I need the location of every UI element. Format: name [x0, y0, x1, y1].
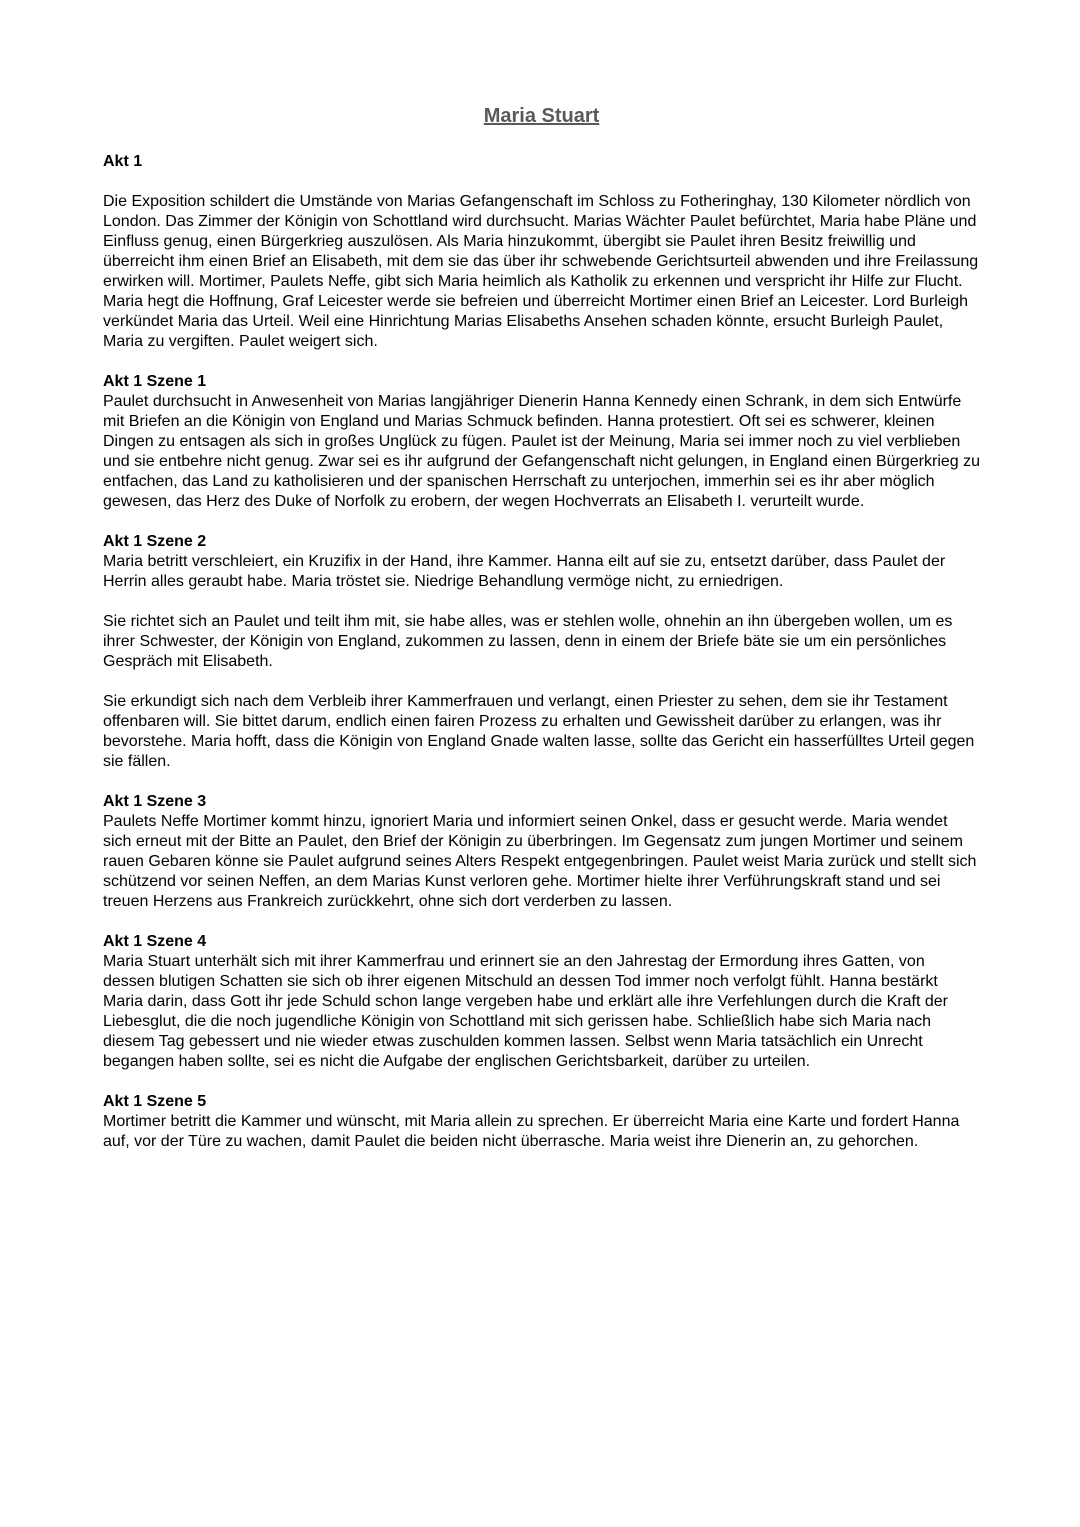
scene-2-paragraph: Maria betritt verschleiert, ein Kruzifix in der Hand, ihre Kammer. Hanna eilt auf sie zu, entsetzt darüber, dass Paulet der Herrin alles geraubt habe. Maria tröstet sie. Niedrige Behandlung vermöge nicht, zu erniedrigen.	[103, 553, 946, 590]
scene-2-section	[103, 532, 980, 772]
scene-1-section	[103, 372, 980, 512]
scene-5-heading: Akt 1 Szene 5	[103, 1093, 207, 1110]
scene-4-paragraph: Maria Stuart unterhält sich mit ihrer Kammerfrau und erinnert sie an den Jahrestag der Ermordung ihres Gatten, von dessen blutigen Schatten sie sich ob ihrer eigenen Mitschuld an dessen Tod immer noch verfolgt fühlt. Hanna bestärkt Maria darin, dass Gott ihr jede Schuld schon lange vergeben habe und erklärt alle ihre Verfehlungen durch die Kraft der Liebesglut, die die noch jugendliche Königin von Schottland mit sich gerissen habe. Schließlich habe sich Maria nach diesem Tag gebessert und nie wieder etwas zuschulden kommen lassen. Selbst wenn Maria tatsächlich ein Unrecht begangen haben sollte, sei es nicht die Aufgabe der englischen Gerichtsbarkeit, darüber zu urteilen.	[103, 953, 948, 1070]
scene-5-paragraph: Mortimer betritt die Kammer und wünscht, mit Maria allein zu sprechen. Er überreicht Maria eine Karte und fordert Hanna auf, vor der Türe zu wachen, damit Paulet die beiden nicht überrasche. Maria weist ihre Dienerin an, zu gehorchen.	[103, 1113, 960, 1150]
scene-4-section	[103, 932, 980, 1072]
scene-3-paragraph: Paulets Neffe Mortimer kommt hinzu, ignoriert Maria und informiert seinen Onkel, dass er gesucht werde. Maria wendet sich erneut mit der Bitte an Paulet, den Brief der Königin zu überbringen. Im Gegensatz zum jungen Mortimer und seinem rauen Gebaren könne sie Paulet aufgrund seines Alters Respekt entgegenbringen. Paulet weist Maria zurück und stellt sich schützend vor seinen Neffen, an dem Marias Kunst verloren gehe. Mortimer hielte ihrer Verführungskraft stand und sei treuen Herzens aus Frankreich zurückkehrt, ohne sich dort verderben zu lassen.	[103, 813, 977, 910]
act-summary: Die Exposition schildert die Umstände von Marias Gefangenschaft im Schloss zu Fotheringhay, 130 Kilometer nördlich von London. Das Zimmer der Königin von Schottland wird durchsucht. Marias Wächter Paulet befürchtet, Maria habe Pläne und Einfluss genug, einen Bürgerkrieg auszulösen. Als Maria hinzukommt, übergibt sie Paulet ihren Besitz freiwillig und überreicht ihm einen Brief an Elisabeth, mit dem sie das über ihr schwebende Gerichtsurteil abwenden und ihre Freilassung erwirken will. Mortimer, Paulets Neffe, gibt sich Maria heimlich als Katholik zu erkennen und verspricht ihr Hilfe zur Flucht. Maria hegt die Hoffnung, Graf Leicester werde sie befreien und überreicht Mortimer einen Brief an Leicester. Lord Burleigh verkündet Maria das Urteil. Weil eine Hinrichtung Marias Elisabeths Ansehen schaden könnte, ersucht Burleigh Paulet, Maria zu vergiften. Paulet weigert sich.	[103, 193, 979, 350]
scene-4-heading: Akt 1 Szene 4	[103, 933, 207, 950]
scene-1-heading: Akt 1 Szene 1	[103, 373, 207, 390]
document-title: Maria Stuart	[483, 105, 600, 127]
scene-1-paragraph: Paulet durchsucht in Anwesenheit von Marias langjähriger Dienerin Hanna Kennedy einen Schrank, in dem sich Entwürfe mit Briefen an die Königin von England und Marias Schmuck befinden. Hanna protestiert. Oft sei es schwerer, kleinen Dingen zu entsagen als sich in großes Unglück zu fügen. Paulet ist der Meinung, Maria sei immer noch zu viel verblieben und sie entbehre nicht genug. Zwar sei es ihr aufgrund der Gefangenschaft nicht gelungen, in England einen Bürgerkrieg zu entfachen, das Land zu katholisieren und der spanischen Herrschaft zu unterjochen, immerhin sei es ihr aber möglich gewesen, das Herz des Duke of Norfolk zu erobern, der wegen Hochverrats an Elisabeth I. verurteilt wurde.	[103, 393, 981, 510]
scene-2-paragraph: Sie richtet sich an Paulet und teilt ihm mit, sie habe alles, was er stehlen wolle, ohnehin an ihn übergeben wollen, um es ihrer Schwester, der Königin von England, zukommen zu lassen, denn in einem der Briefe bäte sie um ein persönliches Gespräch mit Elisabeth.	[103, 613, 953, 670]
scene-3-heading: Akt 1 Szene 3	[103, 793, 207, 810]
scene-2-heading: Akt 1 Szene 2	[103, 533, 207, 550]
scene-3-section	[103, 792, 980, 912]
act-heading: Akt 1	[103, 153, 143, 170]
scene-2-paragraph: Sie erkundigt sich nach dem Verbleib ihrer Kammerfrauen und verlangt, einen Priester zu sehen, dem sie ihr Testament offenbaren will. Sie bittet darum, endlich einen fairen Prozess zu erhalten und Gewissheit darüber zu erlangen, was ihr bevorstehe. Maria hofft, dass die Königin von England Gnade walten lasse, sollte das Gericht ein hasserfülltes Urteil gegen sie fällen.	[103, 693, 975, 770]
scene-5-section	[103, 1092, 980, 1152]
